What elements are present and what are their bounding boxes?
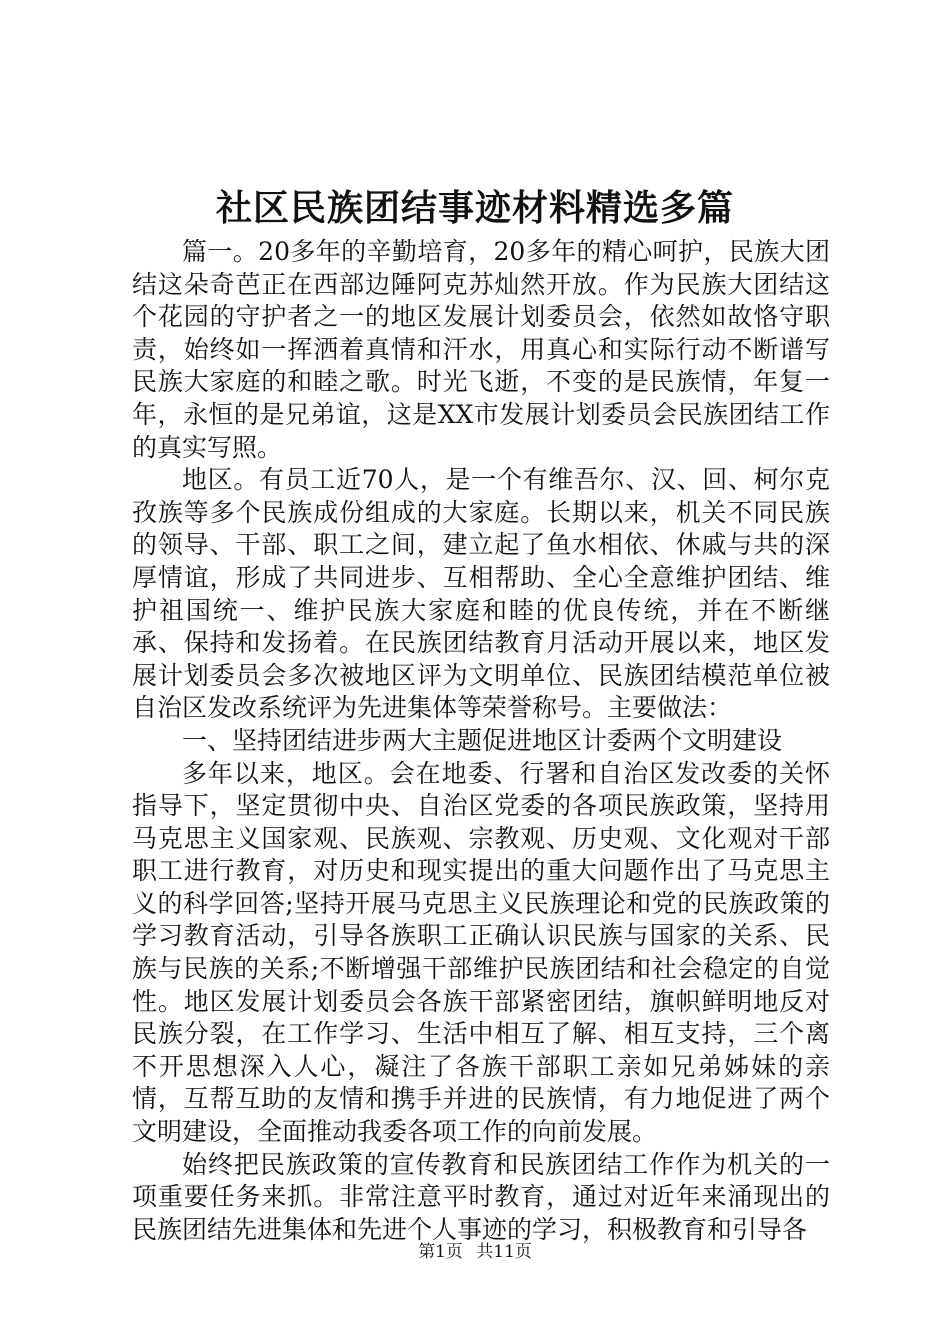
paragraph: 多年以来，地区。会在地委、行署和自治区发改委的关怀指导下，坚定贯彻中央、自治区党委的各项民族政策，坚持用马克思主义国家观、民族观、宗教观、历史观、文化观对干部职工进行教育，对历史和现实提出的重大问题作出了马克思主义的科学回答;坚持开展马克思主义民族理论和党的民族政策的学习教育活动，引导各族职工正确认识民族与国家的关系、民族与民族的关系;不断增强干部维护民族团结和社会稳定的自觉性。地区发展计划委员会各族干部紧密团结，旗帜鲜明地反对民族分裂，在工作学习、生活中相互了解、相互支持，三个离不开思想深入人心，凝注了各族干部职工亲如兄弟姊妹的亲情，互帮互助的友情和携手并进的民族情，有力地促进了两个文明建设，全面推动我委各项工作的向前发展。 <box>132 758 830 1147</box>
document-body <box>132 236 830 1246</box>
paragraph: 地区。有员工近70人，是一个有维吾尔、汉、回、柯尔克孜族等多个民族成份组成的大家庭。长期以来，机关不同民族的领导、干部、职工之间，建立起了鱼水相依、休戚与共的深厚情谊，形成了共同进步、互相帮助、全心全意维护团结、维护祖国统一、维护民族大家庭和睦的优良传统，并在不断继承、保持和发扬着。在民族团结教育月活动开展以来，地区发展计划委员会多次被地区评为文明单位、民族团结模范单位被自治区发改系统评为先进集体等荣誉称号。主要做法： <box>132 465 830 723</box>
page-footer <box>0 1240 950 1264</box>
page-number: 第1页 <box>418 1242 463 1262</box>
paragraph: 始终把民族政策的宣传教育和民族团结工作作为机关的一项重要任务来抓。非常注意平时教育，通过对近年来涌现出的民族团结先进集体和先进个人事迹的学习，积极教育和引导各 <box>132 1149 830 1244</box>
total-pages: 共11页 <box>476 1242 532 1262</box>
section-heading: 一、坚持团结进步两大主题促进地区计委两个文明建设 <box>182 725 783 755</box>
paragraph: 篇一。20多年的辛勤培育，20多年的精心呵护，民族大团结这朵奇芭正在西部边陲阿克苏灿然开放。作为民族大团结这个花园的守护者之一的地区发展计划委员会，依然如故恪守职责，始终如一挥洒着真情和汗水，用真心和实际行动不断谱写民族大家庭的和睦之歌。时光飞逝，不变的是民族情，年复一年，永恒的是兄弟谊，这是XX市发展计划委员会民族团结工作的真实写照。 <box>132 237 830 462</box>
document-title: 社区民族团结事迹材料精选多篇 <box>215 187 734 229</box>
